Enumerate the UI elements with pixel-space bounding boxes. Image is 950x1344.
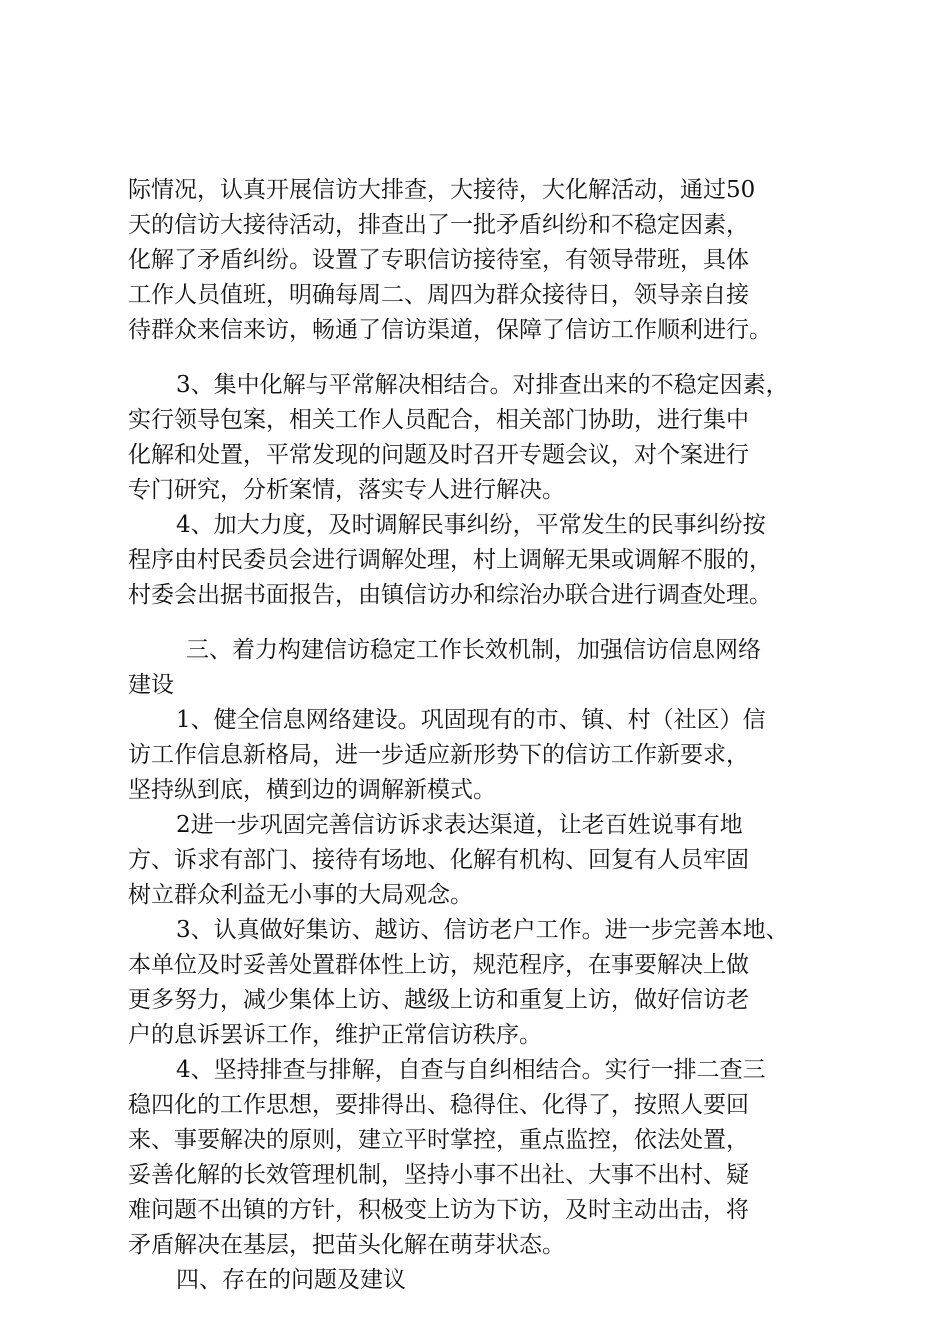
paragraph-line: 妥善化解的长效管理机制，坚持小事不出社、大事不出村、疑 bbox=[128, 1162, 749, 1188]
paragraph-line: 来、事要解决的原则，建立平时掌控，重点监控，依法处置， bbox=[128, 1127, 749, 1153]
paragraph-line: 待群众来信来访，畅通了信访渠道，保障了信访工作顺利进行。 bbox=[128, 317, 772, 343]
paragraph-line: 3、集中化解与平常解决相结合。对排查出来的不稳定因素， bbox=[176, 372, 789, 398]
paragraph-line: 专门研究，分析案情，落实专人进行解决。 bbox=[128, 477, 565, 503]
paragraph-line: 天的信访大接待活动，排查出了一批矛盾纠纷和不稳定因素， bbox=[128, 212, 749, 238]
paragraph-line: 际情况，认真开展信访大排查，大接待，大化解活动，通过50 bbox=[128, 177, 756, 203]
section-heading: 四、存在的问题及建议 bbox=[176, 1267, 406, 1293]
paragraph-line: 难问题不出镇的方针，积极变上访为下访，及时主动出击，将 bbox=[128, 1197, 749, 1223]
paragraph-line: 2进一步巩固完善信访诉求表达渠道，让老百姓说事有地 bbox=[176, 812, 743, 838]
paragraph-line: 树立群众利益无小事的大局观念。 bbox=[128, 882, 473, 908]
paragraph-line: 矛盾解决在基层，把苗头化解在萌芽状态。 bbox=[128, 1232, 565, 1258]
paragraph-line: 方、诉求有部门、接待有场地、化解有机构、回复有人员牢固 bbox=[128, 847, 749, 873]
paragraph-line: 4、加大力度，及时调解民事纠纷，平常发生的民事纠纷按 bbox=[176, 512, 766, 538]
paragraph-line: 村委会出据书面报告，由镇信访办和综治办联合进行调查处理。 bbox=[128, 582, 772, 608]
paragraph-line: 更多努力，减少集体上访、越级上访和重复上访，做好信访老 bbox=[128, 987, 749, 1013]
paragraph-line: 稳四化的工作思想，要排得出、稳得住、化得了，按照人要回 bbox=[128, 1092, 749, 1118]
paragraph-line: 坚持纵到底，横到边的调解新模式。 bbox=[128, 777, 496, 803]
paragraph-line: 化解了矛盾纠纷。设置了专职信访接待室，有领导带班，具体 bbox=[128, 247, 749, 273]
paragraph-line: 3、认真做好集访、越访、信访老户工作。进一步完善本地、 bbox=[176, 917, 789, 943]
section-heading: 建设 bbox=[128, 672, 174, 698]
paragraph-line: 工作人员值班，明确每周二、周四为群众接待日，领导亲自接 bbox=[128, 282, 749, 308]
paragraph-line: 访工作信息新格局，进一步适应新形势下的信访工作新要求， bbox=[128, 742, 749, 768]
paragraph-line: 实行领导包案，相关工作人员配合，相关部门协助，进行集中 bbox=[128, 407, 749, 433]
paragraph-line: 程序由村民委员会进行调解处理，村上调解无果或调解不服的， bbox=[128, 547, 772, 573]
paragraph-line: 4、坚持排查与排解，自查与自纠相结合。实行一排二查三 bbox=[176, 1057, 766, 1083]
paragraph-line: 1、健全信息网络建设。巩固现有的市、镇、村（社区）信 bbox=[176, 707, 766, 733]
paragraph-line: 本单位及时妥善处置群体性上访，规范程序，在事要解决上做 bbox=[128, 952, 749, 978]
paragraph-line: 户的息诉罢诉工作，维护正常信访秩序。 bbox=[128, 1022, 542, 1048]
paragraph-line: 化解和处置，平常发现的问题及时召开专题会议，对个案进行 bbox=[128, 442, 749, 468]
section-heading: 三、着力构建信访稳定工作长效机制，加强信访信息网络 bbox=[186, 637, 761, 663]
